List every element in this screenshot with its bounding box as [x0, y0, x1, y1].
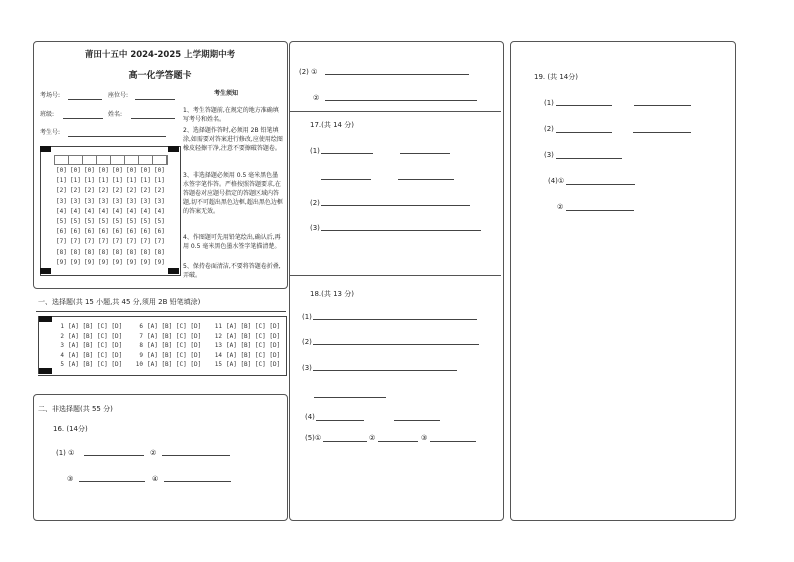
digit-bubble[interactable]: [5] [84, 218, 95, 225]
student-no-label: 考生号: [40, 129, 61, 136]
q18-answer-4b[interactable] [394, 420, 440, 421]
nonchoice-section-title: 二、非选择题(共 55 分) [38, 405, 113, 413]
q19-answer-2b[interactable] [633, 132, 691, 133]
q16-circle-4: ④ [152, 475, 159, 483]
digit-bubble[interactable]: [1] [84, 177, 95, 185]
alignment-mark-bl [40, 268, 51, 274]
choice-question-number: 13 [214, 342, 222, 350]
right-panel [510, 41, 736, 521]
digit-bubble[interactable]: [4] [154, 207, 165, 215]
name-label: 姓名: [108, 111, 123, 118]
seat-no-field[interactable] [135, 99, 175, 100]
choice-options[interactable]: [A] [B] [C] [D] [147, 323, 202, 330]
digit-bubble[interactable]: [5] [126, 218, 137, 225]
digit-bubble[interactable]: [7] [112, 238, 123, 246]
notice-item-1: 1、考生答题前,在规定的地方准确填写考号和姓名。 [183, 107, 279, 123]
digit-bubble[interactable]: [2] [56, 187, 67, 195]
q17-answer-1a[interactable] [321, 153, 373, 154]
digit-bubble[interactable]: [1] [98, 177, 109, 185]
digit-bubble[interactable]: [5] [140, 218, 151, 225]
digit-bubble[interactable]: [0] [126, 167, 137, 174]
digit-bubble[interactable]: [8] [84, 248, 95, 256]
digit-bubble[interactable]: [4] [126, 207, 137, 215]
q19-answer-4a[interactable] [566, 184, 635, 185]
digit-bubble[interactable]: [5] [70, 218, 81, 225]
q19-title: 19. (共 14分) [534, 73, 578, 81]
class-field[interactable] [63, 118, 103, 119]
choice-options[interactable]: [A] [B] [C] [D] [147, 351, 202, 359]
choice-question-number: 1 [60, 323, 64, 330]
notice-item-3: 3、非选择题必须用 0.5 毫米黑色墨水签字笔作答。严格按照答题要求,在答题卷对应题号指定的答题区域内答题,切不可超出黑色边框,超出黑色边框的答案无效。 [183, 172, 283, 215]
digit-bubble[interactable]: [7] [84, 238, 95, 246]
digit-bubble[interactable]: [2] [140, 187, 151, 195]
digit-bubble[interactable]: [3] [84, 197, 95, 205]
digit-bubble[interactable]: [8] [56, 248, 67, 256]
choice-options[interactable]: [A] [B] [C] [D] [226, 342, 281, 350]
choice-question-number: 5 [60, 361, 64, 369]
q18-answer-3b[interactable] [314, 397, 386, 398]
q19-answer-1b[interactable] [634, 105, 691, 106]
choice-options[interactable]: [A] [B] [C] [D] [68, 361, 123, 369]
q18-divider [290, 275, 501, 276]
q19-answer-1a[interactable] [556, 105, 612, 106]
q18-2-label: (2) [302, 338, 312, 346]
prev-q-answer-2b[interactable] [325, 100, 477, 101]
digit-bubble[interactable]: [4] [70, 207, 81, 215]
digit-bubble[interactable]: [7] [70, 238, 81, 246]
choice-question-number: 7 [139, 332, 143, 340]
q19-answer-4b[interactable] [566, 210, 634, 211]
choice-question-number: 14 [214, 351, 222, 359]
q19-4a-label: (4)① [548, 177, 565, 185]
alignment-mark-tr [168, 146, 179, 152]
middle-panel [289, 41, 504, 521]
digit-bubble[interactable]: [6] [84, 228, 95, 236]
choice-left-bar [38, 316, 39, 374]
q18-answer-5b[interactable] [378, 441, 418, 442]
q18-title: 18.(共 13 分) [310, 290, 354, 298]
digit-bubble[interactable]: [0] [140, 167, 151, 174]
digit-bubble[interactable]: [0] [84, 167, 95, 174]
q19-3-label: (3) [544, 151, 554, 159]
digit-bubble[interactable]: [9] [112, 258, 123, 266]
digit-bubble[interactable]: [1] [140, 177, 151, 185]
digit-bubble[interactable]: [6] [56, 228, 67, 236]
q19-1-label: (1) [544, 99, 554, 107]
q18-answer-3a[interactable] [313, 370, 457, 371]
digit-bubble[interactable]: [4] [140, 207, 151, 215]
digit-bubble[interactable]: [4] [56, 207, 67, 215]
notice-title: 考生须知 [214, 90, 239, 97]
q16-answer-1[interactable] [84, 455, 144, 456]
q17-1-label: (1) [310, 147, 320, 155]
name-field[interactable] [131, 118, 175, 119]
choice-question-number: 8 [139, 342, 143, 350]
school-title: 莆田十五中 2024-2025 上学期期中考 [84, 50, 236, 60]
class-label: 班级: [40, 111, 55, 118]
q16-answer-3[interactable] [79, 481, 145, 482]
choice-section-title: 一、选择题(共 15 小题,共 45 分,须用 2B 铅笔填涂) [38, 298, 201, 306]
digit-bubble[interactable]: [9] [140, 258, 151, 266]
q17-2-label: (2) [310, 199, 320, 207]
digit-bubble[interactable]: [4] [84, 207, 95, 215]
digit-bubble[interactable]: [3] [56, 197, 67, 205]
q16-circle-3: ③ [67, 475, 74, 483]
choice-mark-bottom [38, 368, 52, 374]
q16-answer-2[interactable] [162, 455, 230, 456]
q18-4-label: (4) [305, 413, 315, 421]
choice-mark-top [38, 316, 52, 322]
digit-bubble[interactable]: [7] [98, 238, 109, 246]
q18-answer-1[interactable] [313, 319, 477, 320]
digit-bubble[interactable]: [5] [154, 218, 165, 225]
q19-answer-2a[interactable] [556, 132, 612, 133]
q16-answer-4[interactable] [164, 481, 231, 482]
digit-bubble[interactable]: [1] [154, 177, 165, 185]
digit-bubble[interactable]: [8] [70, 248, 81, 256]
q18-5a-label: (5)① [305, 434, 322, 442]
digit-bubble[interactable]: [8] [98, 248, 109, 256]
alignment-mark-tl [40, 146, 51, 152]
alignment-mark-br [168, 268, 179, 274]
digit-bubble[interactable]: [1] [56, 177, 67, 185]
digit-bubble[interactable]: [2] [126, 187, 137, 195]
choice-options[interactable]: [A] [B] [C] [D] [226, 351, 281, 359]
seat-no-label: 座位号: [108, 92, 129, 99]
q18-3-label: (3) [302, 364, 312, 372]
choice-question-number: 2 [60, 332, 64, 340]
notice-item-5: 5、保持卷面清洁,不要将答题卷折叠,弄破。 [183, 263, 281, 279]
exam-no-field[interactable] [68, 99, 102, 100]
q18-answer-4a[interactable] [316, 420, 364, 421]
choice-options[interactable]: [A] [B] [C] [D] [226, 332, 281, 340]
digit-bubble[interactable]: [6] [154, 228, 165, 236]
choice-question-number: 11 [214, 323, 222, 330]
prev-q-circle-2: ② [313, 94, 320, 102]
digit-bubble[interactable]: [1] [126, 177, 137, 185]
choice-options[interactable]: [A] [B] [C] [D] [226, 361, 281, 369]
choice-question-number: 12 [214, 332, 222, 340]
digit-bubble[interactable]: [3] [154, 197, 165, 205]
choice-options[interactable]: [A] [B] [C] [D] [68, 332, 123, 340]
digit-bubble[interactable]: [3] [70, 197, 81, 205]
prev-q-answer-2a[interactable] [325, 74, 469, 75]
digit-bubble[interactable]: [9] [84, 258, 95, 266]
choice-title-rule [36, 311, 286, 312]
digit-bubble[interactable]: [0] [154, 167, 165, 174]
digit-bubble[interactable]: [1] [70, 177, 81, 185]
q17-answer-3[interactable] [321, 230, 481, 231]
digit-bubble[interactable]: [2] [70, 187, 81, 195]
choice-options[interactable]: [A] [B] [C] [D] [147, 342, 202, 350]
notice-item-4: 4、作图题可先用铅笔绘出,确认后,再用 0.5 毫米黑色墨水签字笔描清楚。 [183, 234, 281, 250]
q18-5c-label: ③ [421, 434, 428, 442]
digit-bubble[interactable]: [6] [112, 228, 123, 236]
q17-answer-1c[interactable] [321, 179, 371, 180]
choice-question-number: 3 [60, 342, 64, 350]
digit-bubble[interactable]: [8] [140, 248, 151, 256]
notice-item-2: 2、选择题作答时,必须用 2B 铅笔填涂,如需要对答案进行修改,应使用绘图橡皮轻擦干净,注意不要擦破答题卷。 [183, 127, 283, 152]
q18-answer-2[interactable] [313, 344, 479, 345]
digit-bubble[interactable]: [5] [98, 218, 109, 225]
digit-bubble[interactable]: [7] [154, 238, 165, 246]
digit-bubble[interactable]: [6] [70, 228, 81, 236]
digit-bubble[interactable]: [2] [112, 187, 123, 195]
digit-bubble[interactable]: [3] [140, 197, 151, 205]
q18-answer-5c[interactable] [430, 441, 476, 442]
digit-bubble[interactable]: [2] [84, 187, 95, 195]
digit-bubble[interactable]: [3] [98, 197, 109, 205]
q17-divider [290, 111, 501, 112]
digit-bubble[interactable]: [5] [56, 218, 67, 225]
digit-bubble[interactable]: [0] [70, 167, 81, 174]
digit-bubble[interactable]: [4] [98, 207, 109, 215]
digit-bubble[interactable]: [6] [126, 228, 137, 236]
digit-bubble[interactable]: [9] [126, 258, 137, 266]
q19-2-label: (2) [544, 125, 554, 133]
choice-question-number: 9 [139, 351, 143, 359]
exam-no-label: 考场号: [40, 92, 61, 99]
digit-bubble[interactable]: [0] [112, 167, 123, 174]
q19-answer-3[interactable] [556, 158, 622, 159]
digit-write-row[interactable] [54, 155, 168, 165]
digit-bubble[interactable]: [8] [154, 248, 165, 256]
choice-options[interactable]: [A] [B] [C] [D] [147, 332, 202, 340]
q18-1-label: (1) [302, 313, 312, 321]
digit-bubble[interactable]: [2] [154, 187, 165, 195]
prev-q-part2-label: (2) ① [299, 68, 318, 76]
digit-bubble[interactable]: [8] [126, 248, 137, 256]
digit-bubble[interactable]: [9] [70, 258, 81, 266]
choice-question-number: 4 [60, 351, 64, 359]
choice-options[interactable]: [A] [B] [C] [D] [68, 342, 123, 350]
q16-circle-2: ② [150, 449, 157, 457]
digit-bubble[interactable]: [0] [56, 167, 67, 174]
choice-options[interactable]: [A] [B] [C] [D] [68, 323, 123, 330]
card-title: 高一化学答题卡 [128, 71, 192, 81]
digit-bubble[interactable]: [4] [112, 207, 123, 215]
digit-bubble[interactable]: [7] [126, 238, 137, 246]
q18-answer-5a[interactable] [323, 441, 367, 442]
choice-options[interactable]: [A] [B] [C] [D] [147, 361, 202, 369]
q19-4b-label: ② [557, 203, 564, 211]
digit-bubble[interactable]: [9] [154, 258, 165, 266]
digit-bubble[interactable]: [3] [126, 197, 137, 205]
digit-bubble[interactable]: [1] [112, 177, 123, 185]
choice-options[interactable]: [A] [B] [C] [D] [226, 323, 281, 330]
q16-part1-label: (1) ① [56, 449, 75, 457]
digit-bubble[interactable]: [2] [98, 187, 109, 195]
choice-options[interactable]: [A] [B] [C] [D] [68, 351, 123, 359]
q17-answer-1d[interactable] [398, 179, 454, 180]
digit-bubble[interactable]: [0] [98, 167, 109, 174]
digit-bubble[interactable]: [7] [56, 238, 67, 246]
q18-5b-label: ② [369, 434, 376, 442]
digit-bubble[interactable]: [6] [140, 228, 151, 236]
digit-bubble[interactable]: [9] [56, 258, 67, 266]
choice-question-number: 15 [214, 361, 222, 369]
digit-bubble[interactable]: [6] [98, 228, 109, 236]
digit-bubble[interactable]: [8] [112, 248, 123, 256]
digit-bubble[interactable]: [7] [140, 238, 151, 246]
digit-bubble[interactable]: [3] [112, 197, 123, 205]
q17-answer-1b[interactable] [400, 153, 450, 154]
choice-question-number: 6 [139, 323, 143, 330]
q16-title: 16. (14分) [53, 425, 88, 433]
q17-answer-2[interactable] [321, 205, 470, 206]
q17-title: 17.(共 14 分) [310, 121, 354, 129]
student-no-field[interactable] [68, 136, 166, 137]
choice-question-number: 10 [135, 361, 143, 369]
q17-3-label: (3) [310, 224, 320, 232]
digit-bubble[interactable]: [9] [98, 258, 109, 266]
digit-bubble[interactable]: [5] [112, 218, 123, 225]
